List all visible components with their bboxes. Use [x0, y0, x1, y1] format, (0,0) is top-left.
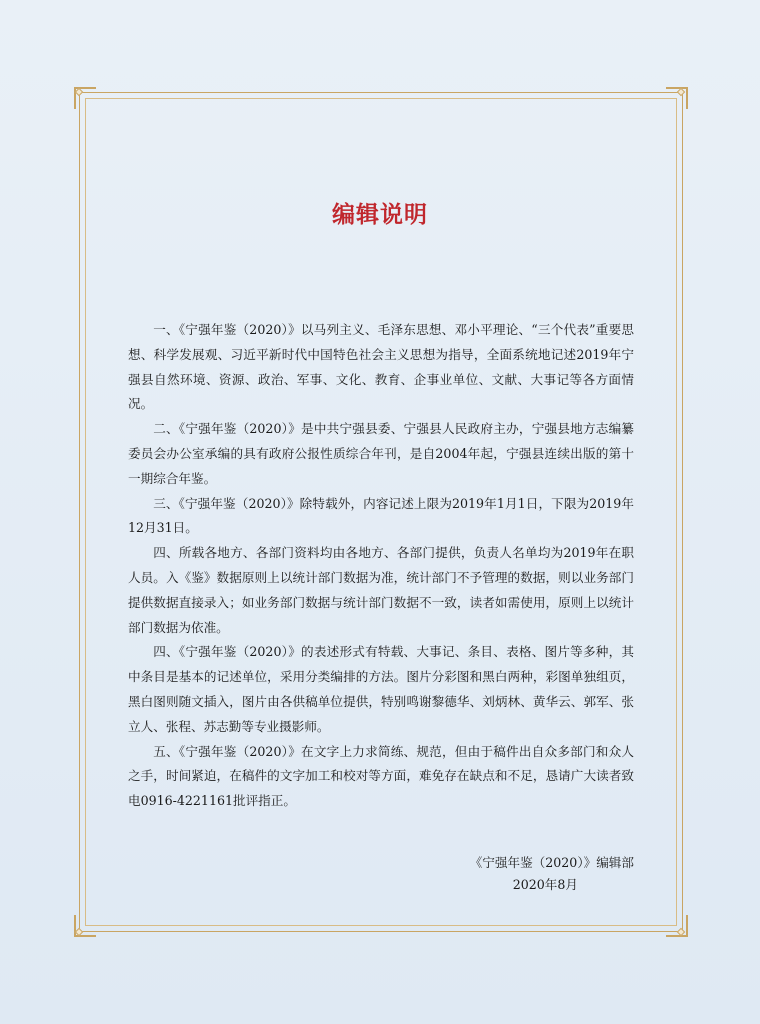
paragraph-3: 三、《宁强年鉴（2020）》除特载外，内容记述上限为2019年1月1日，下限为2019年12月31日。	[128, 495, 634, 536]
paragraph-4: 四、所载各地方、各部门资料均由各地方、各部门提供，负责人名单均为2019年在职人员。入《鉴》数据原则上以统计部门数据为准，统计部门不予管理的数据，则以业务部门提供数据直接录入；如业务部门数据与统计部门数据不一致，读者如需使用，原则上以统计部门数据为依准。	[128, 545, 634, 635]
frame-corner-bottom-right	[666, 915, 688, 937]
page-title: 编辑说明	[332, 201, 428, 228]
signature-org: 《宁强年鉴（2020）》编辑部	[469, 855, 634, 870]
paragraph-6: 五、《宁强年鉴（2020）》在文字上力求简练、规范，但由于稿件出自众多部门和众人之手，时间紧迫，在稿件的文字加工和校对等方面，难免存在缺点和不足，恳请广大读者致电0916-4221161批评指正。	[128, 743, 634, 809]
paragraph-1: 一、《宁强年鉴（2020）》以马列主义、毛泽东思想、邓小平理论、“三个代表”重要思想、科学发展观、习近平新时代中国特色社会主义思想为指导，全面系统地记述2019年宁强县自然环境、资源、政治、军事、文化、教育、企事业单位、文献、大事记等各方面情况。	[128, 322, 634, 412]
body-text	[128, 318, 634, 814]
paragraph-5: 四、《宁强年鉴（2020）》的表述形式有特载、大事记、条目、表格、图片等多种，其中条目是基本的记述单位，采用分类编排的方法。图片分彩图和黑白两种，彩图单独组页，黑白图则随文插入，图片由各供稿单位提供，特别鸣谢黎德华、刘炳林、黄华云、郭军、张立人、张程、苏志勤等专业摄影师。	[128, 644, 634, 734]
signature-date: 2020年8月	[512, 877, 578, 892]
paragraph-2: 二、《宁强年鉴（2020）》是中共宁强县委、宁强县人民政府主办，宁强县地方志编纂委员会办公室承编的具有政府公报性质综合年刊，是自2004年起，宁强县连续出版的第十一期综合年鉴。	[128, 421, 634, 486]
